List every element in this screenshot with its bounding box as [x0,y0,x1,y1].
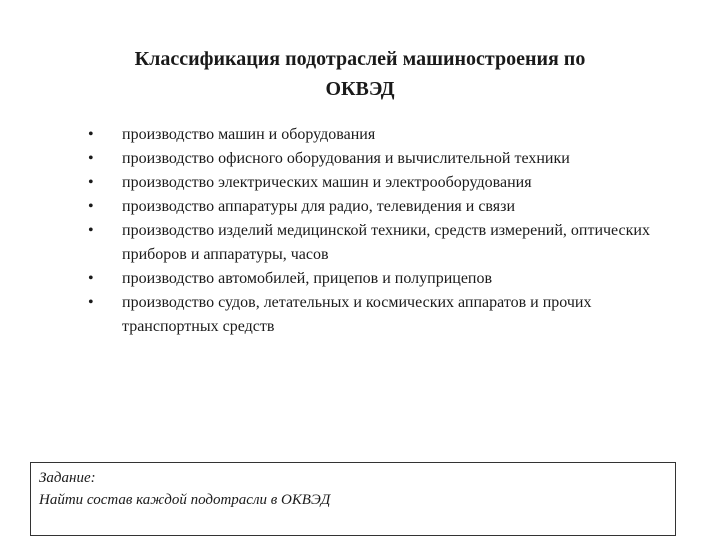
list-item [88,219,668,267]
bullet-icon: • [88,174,94,191]
list-item [88,267,668,291]
list-item [88,171,668,195]
list-item [88,123,668,147]
list-item [88,291,668,339]
bullet-icon: • [88,270,94,287]
list-item-text: производство электрических машин и электрооборудования [122,174,532,191]
list-item-text: производство офисного оборудования и вычислительной техники [122,150,570,167]
title-line-1: Классификация подотраслей машиностроения по [134,48,586,70]
task-box [30,462,676,536]
list-item [88,147,668,171]
bullet-icon: • [88,126,94,143]
bullet-icon: • [88,294,94,311]
list-item-text: производство автомобилей, прицепов и полуприцепов [122,270,493,287]
bullet-icon: • [88,222,94,239]
task-text: Найти состав каждой подотрасли в ОКВЭД [39,492,331,508]
bullet-icon: • [88,198,94,215]
page-title [60,44,660,104]
list-item-text: производство машин и оборудования [122,126,376,143]
title-line-2: ОКВЭД [325,78,395,100]
list-item-text: производство аппаратуры для радио, телевидения и связи [122,198,516,215]
bullet-icon: • [88,150,94,167]
list-item [88,195,668,219]
bullet-list [88,123,668,339]
task-heading: Задание: [39,470,96,486]
list-item-text: производство судов, летательных и космических аппаратов и прочих транспортных средств [122,294,592,335]
list-item-text: производство изделий медицинской техники, средств измерений, оптических приборов и аппаратуры, часов [122,222,650,263]
